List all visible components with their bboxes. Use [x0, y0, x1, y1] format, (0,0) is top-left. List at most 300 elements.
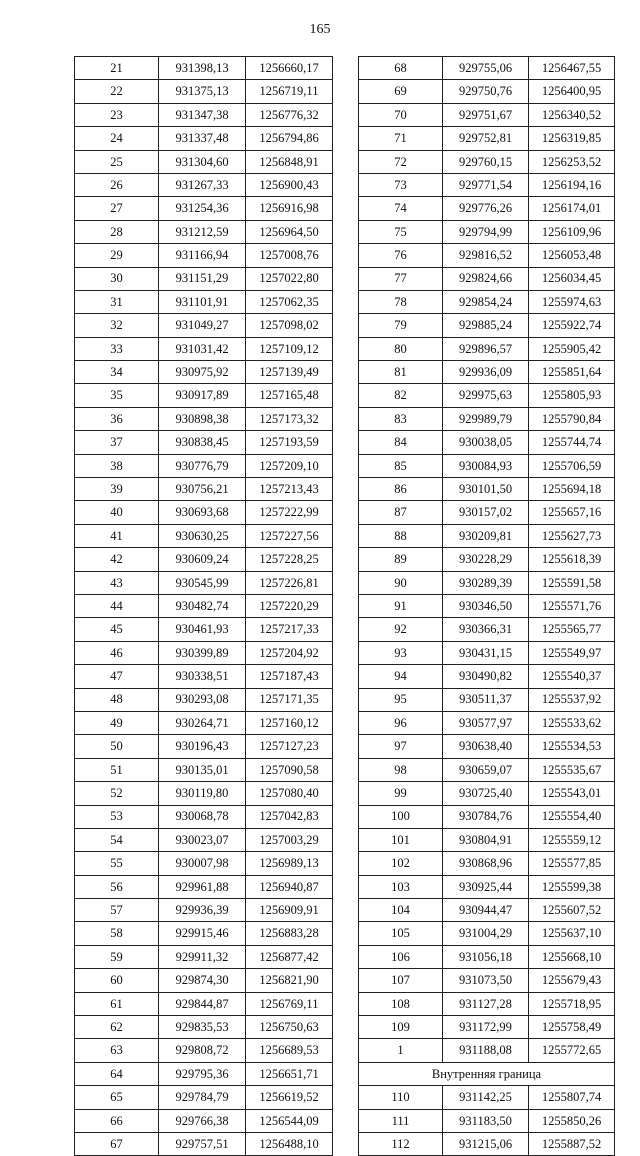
point-number-cell: 25: [75, 150, 159, 173]
x-coordinate-cell: 930084,93: [443, 454, 529, 477]
y-coordinate-cell: 1256769,11: [246, 992, 333, 1015]
table-row: [75, 618, 333, 641]
table-row: [359, 922, 615, 945]
x-coordinate-cell: 930228,29: [443, 548, 529, 571]
table-row: [75, 314, 333, 337]
table-row: [359, 57, 615, 80]
x-coordinate-cell: 931073,50: [443, 969, 529, 992]
table-row: [359, 688, 615, 711]
x-coordinate-cell: 930007,98: [159, 852, 246, 875]
y-coordinate-cell: 1255627,73: [529, 524, 615, 547]
y-coordinate-cell: 1255599,38: [529, 875, 615, 898]
point-number-cell: 61: [75, 992, 159, 1015]
point-number-cell: 73: [359, 173, 443, 196]
x-coordinate-cell: 930630,25: [159, 524, 246, 547]
y-coordinate-cell: 1257080,40: [246, 782, 333, 805]
point-number-cell: 31: [75, 290, 159, 313]
x-coordinate-cell: 930119,80: [159, 782, 246, 805]
point-number-cell: 41: [75, 524, 159, 547]
x-coordinate-cell: 931212,59: [159, 220, 246, 243]
table-row: [359, 361, 615, 384]
point-number-cell: 112: [359, 1132, 443, 1155]
point-number-cell: 21: [75, 57, 159, 80]
point-number-cell: 104: [359, 899, 443, 922]
x-coordinate-cell: 931151,29: [159, 267, 246, 290]
y-coordinate-cell: 1256651,71: [246, 1062, 333, 1085]
y-coordinate-cell: 1255577,85: [529, 852, 615, 875]
point-number-cell: 97: [359, 735, 443, 758]
point-number-cell: 72: [359, 150, 443, 173]
point-number-cell: 39: [75, 478, 159, 501]
point-number-cell: 75: [359, 220, 443, 243]
y-coordinate-cell: 1256848,91: [246, 150, 333, 173]
y-coordinate-cell: 1255565,77: [529, 618, 615, 641]
x-coordinate-cell: 930293,08: [159, 688, 246, 711]
point-number-cell: 95: [359, 688, 443, 711]
x-coordinate-cell: 929795,36: [159, 1062, 246, 1085]
table-row: [75, 969, 333, 992]
section-label: Внутренняя граница: [359, 1062, 615, 1085]
point-number-cell: 74: [359, 197, 443, 220]
table-row: [359, 197, 615, 220]
table-row: [75, 1109, 333, 1132]
table-row: [359, 454, 615, 477]
y-coordinate-cell: 1256488,10: [246, 1132, 333, 1155]
x-coordinate-cell: 930804,91: [443, 828, 529, 851]
point-number-cell: 42: [75, 548, 159, 571]
x-coordinate-cell: 929794,99: [443, 220, 529, 243]
x-coordinate-cell: 930975,92: [159, 361, 246, 384]
y-coordinate-cell: 1255637,10: [529, 922, 615, 945]
point-number-cell: 44: [75, 594, 159, 617]
y-coordinate-cell: 1255554,40: [529, 805, 615, 828]
table-row: [359, 758, 615, 781]
point-number-cell: 69: [359, 80, 443, 103]
x-coordinate-cell: 929874,30: [159, 969, 246, 992]
x-coordinate-cell: 931347,38: [159, 103, 246, 126]
y-coordinate-cell: 1256719,11: [246, 80, 333, 103]
x-coordinate-cell: 931127,28: [443, 992, 529, 1015]
table-row: [359, 524, 615, 547]
point-number-cell: 43: [75, 571, 159, 594]
point-number-cell: 77: [359, 267, 443, 290]
y-coordinate-cell: 1256689,53: [246, 1039, 333, 1062]
table-row: [359, 1039, 615, 1062]
y-coordinate-cell: 1255533,62: [529, 711, 615, 734]
x-coordinate-cell: 930609,24: [159, 548, 246, 571]
table-row: [359, 618, 615, 641]
point-number-cell: 84: [359, 431, 443, 454]
y-coordinate-cell: 1257193,59: [246, 431, 333, 454]
x-coordinate-cell: 930917,89: [159, 384, 246, 407]
y-coordinate-cell: 1255540,37: [529, 665, 615, 688]
y-coordinate-cell: 1257228,25: [246, 548, 333, 571]
x-coordinate-cell: 930925,44: [443, 875, 529, 898]
point-number-cell: 65: [75, 1086, 159, 1109]
x-coordinate-cell: 931398,13: [159, 57, 246, 80]
table-row: [75, 80, 333, 103]
table-row: [75, 103, 333, 126]
table-row: [359, 431, 615, 454]
y-coordinate-cell: 1257042,83: [246, 805, 333, 828]
x-coordinate-cell: 931267,33: [159, 173, 246, 196]
x-coordinate-cell: 931172,99: [443, 1016, 529, 1039]
table-row: [359, 384, 615, 407]
x-coordinate-cell: 930944,47: [443, 899, 529, 922]
y-coordinate-cell: 1257165,48: [246, 384, 333, 407]
point-number-cell: 33: [75, 337, 159, 360]
x-coordinate-cell: 930725,40: [443, 782, 529, 805]
table-row: [75, 431, 333, 454]
y-coordinate-cell: 1257171,35: [246, 688, 333, 711]
table-row: [75, 805, 333, 828]
x-coordinate-cell: 929771,54: [443, 173, 529, 196]
x-coordinate-cell: 929760,15: [443, 150, 529, 173]
x-coordinate-cell: 931304,60: [159, 150, 246, 173]
point-number-cell: 94: [359, 665, 443, 688]
x-coordinate-cell: 929808,72: [159, 1039, 246, 1062]
table-row: [359, 478, 615, 501]
x-coordinate-cell: 929766,38: [159, 1109, 246, 1132]
x-coordinate-cell: 930461,93: [159, 618, 246, 641]
table-row: [75, 454, 333, 477]
x-coordinate-cell: 929755,06: [443, 57, 529, 80]
table-row: [75, 244, 333, 267]
y-coordinate-cell: 1257022,80: [246, 267, 333, 290]
y-coordinate-cell: 1256660,17: [246, 57, 333, 80]
point-number-cell: 32: [75, 314, 159, 337]
y-coordinate-cell: 1257127,23: [246, 735, 333, 758]
y-coordinate-cell: 1255805,93: [529, 384, 615, 407]
table-row: [75, 665, 333, 688]
point-number-cell: 52: [75, 782, 159, 805]
y-coordinate-cell: 1257098,02: [246, 314, 333, 337]
table-row: [359, 244, 615, 267]
x-coordinate-cell: 930068,78: [159, 805, 246, 828]
x-coordinate-cell: 929936,09: [443, 361, 529, 384]
x-coordinate-cell: 930511,37: [443, 688, 529, 711]
y-coordinate-cell: 1257090,58: [246, 758, 333, 781]
y-coordinate-cell: 1255549,97: [529, 641, 615, 664]
table-row: [359, 80, 615, 103]
y-coordinate-cell: 1257226,81: [246, 571, 333, 594]
point-number-cell: 63: [75, 1039, 159, 1062]
point-number-cell: 46: [75, 641, 159, 664]
table-row: [75, 478, 333, 501]
point-number-cell: 111: [359, 1109, 443, 1132]
y-coordinate-cell: 1255905,42: [529, 337, 615, 360]
y-coordinate-cell: 1257204,92: [246, 641, 333, 664]
point-number-cell: 28: [75, 220, 159, 243]
point-number-cell: 91: [359, 594, 443, 617]
table-row: [75, 220, 333, 243]
point-number-cell: 101: [359, 828, 443, 851]
point-number-cell: 102: [359, 852, 443, 875]
y-coordinate-cell: 1256900,43: [246, 173, 333, 196]
table-row: [359, 220, 615, 243]
y-coordinate-cell: 1255657,16: [529, 501, 615, 524]
x-coordinate-cell: 930338,51: [159, 665, 246, 688]
y-coordinate-cell: 1255537,92: [529, 688, 615, 711]
x-coordinate-cell: 930838,45: [159, 431, 246, 454]
point-number-cell: 64: [75, 1062, 159, 1085]
x-coordinate-cell: 930756,21: [159, 478, 246, 501]
x-coordinate-cell: 931056,18: [443, 945, 529, 968]
x-coordinate-cell: 929915,46: [159, 922, 246, 945]
table-row: [75, 571, 333, 594]
x-coordinate-cell: 930431,15: [443, 641, 529, 664]
y-coordinate-cell: 1255790,84: [529, 407, 615, 430]
x-coordinate-cell: 929751,67: [443, 103, 529, 126]
table-row: [359, 173, 615, 196]
point-number-cell: 60: [75, 969, 159, 992]
point-number-cell: 70: [359, 103, 443, 126]
x-coordinate-cell: 931375,13: [159, 80, 246, 103]
y-coordinate-cell: 1255718,95: [529, 992, 615, 1015]
point-number-cell: 48: [75, 688, 159, 711]
point-number-cell: 62: [75, 1016, 159, 1039]
table-row: [75, 197, 333, 220]
x-coordinate-cell: 930038,05: [443, 431, 529, 454]
table-row: [75, 1132, 333, 1155]
table-row: [75, 384, 333, 407]
x-coordinate-cell: 931188,08: [443, 1039, 529, 1062]
point-number-cell: 26: [75, 173, 159, 196]
y-coordinate-cell: 1255851,64: [529, 361, 615, 384]
x-coordinate-cell: 930693,68: [159, 501, 246, 524]
point-number-cell: 51: [75, 758, 159, 781]
x-coordinate-cell: 929784,79: [159, 1086, 246, 1109]
y-coordinate-cell: 1255668,10: [529, 945, 615, 968]
y-coordinate-cell: 1256916,98: [246, 197, 333, 220]
point-number-cell: 59: [75, 945, 159, 968]
x-coordinate-cell: 929835,53: [159, 1016, 246, 1039]
point-number-cell: 96: [359, 711, 443, 734]
x-coordinate-cell: 929896,57: [443, 337, 529, 360]
table-row: [75, 150, 333, 173]
table-row: [359, 407, 615, 430]
y-coordinate-cell: 1255571,76: [529, 594, 615, 617]
y-coordinate-cell: 1255618,39: [529, 548, 615, 571]
table-row: [75, 57, 333, 80]
point-number-cell: 105: [359, 922, 443, 945]
x-coordinate-cell: 931183,50: [443, 1109, 529, 1132]
y-coordinate-cell: 1257139,49: [246, 361, 333, 384]
x-coordinate-cell: 930868,96: [443, 852, 529, 875]
point-number-cell: 100: [359, 805, 443, 828]
table-row: [359, 665, 615, 688]
table-row: [75, 782, 333, 805]
y-coordinate-cell: 1255744,74: [529, 431, 615, 454]
y-coordinate-cell: 1255887,52: [529, 1132, 615, 1155]
point-number-cell: 98: [359, 758, 443, 781]
point-number-cell: 87: [359, 501, 443, 524]
y-coordinate-cell: 1255772,65: [529, 1039, 615, 1062]
y-coordinate-cell: 1256319,85: [529, 127, 615, 150]
table-row: [359, 150, 615, 173]
point-number-cell: 24: [75, 127, 159, 150]
x-coordinate-cell: 931337,48: [159, 127, 246, 150]
point-number-cell: 90: [359, 571, 443, 594]
table-row: [359, 1086, 615, 1109]
x-coordinate-cell: 931215,06: [443, 1132, 529, 1155]
table-row: [359, 641, 615, 664]
x-coordinate-cell: 930784,76: [443, 805, 529, 828]
y-coordinate-cell: 1257217,33: [246, 618, 333, 641]
table-row: [75, 524, 333, 547]
x-coordinate-cell: 930490,82: [443, 665, 529, 688]
x-coordinate-cell: 929961,88: [159, 875, 246, 898]
y-coordinate-cell: 1256750,63: [246, 1016, 333, 1039]
table-row: [75, 875, 333, 898]
point-number-cell: 76: [359, 244, 443, 267]
point-number-cell: 109: [359, 1016, 443, 1039]
point-number-cell: 106: [359, 945, 443, 968]
table-row: [359, 571, 615, 594]
point-number-cell: 89: [359, 548, 443, 571]
table-row: [75, 922, 333, 945]
y-coordinate-cell: 1256340,52: [529, 103, 615, 126]
point-number-cell: 27: [75, 197, 159, 220]
point-number-cell: 23: [75, 103, 159, 126]
table-row: [359, 337, 615, 360]
point-number-cell: 108: [359, 992, 443, 1015]
y-coordinate-cell: 1255607,52: [529, 899, 615, 922]
x-coordinate-cell: 930135,01: [159, 758, 246, 781]
table-row: [359, 594, 615, 617]
point-number-cell: 38: [75, 454, 159, 477]
point-number-cell: 92: [359, 618, 443, 641]
y-coordinate-cell: 1256883,28: [246, 922, 333, 945]
table-row: [75, 828, 333, 851]
point-number-cell: 55: [75, 852, 159, 875]
table-row: [359, 805, 615, 828]
y-coordinate-cell: 1255679,43: [529, 969, 615, 992]
y-coordinate-cell: 1256544,09: [246, 1109, 333, 1132]
table-row: [359, 735, 615, 758]
coordinates-table-left: [74, 56, 333, 1156]
table-row: [75, 945, 333, 968]
point-number-cell: 110: [359, 1086, 443, 1109]
point-number-cell: 37: [75, 431, 159, 454]
table-row: [75, 267, 333, 290]
x-coordinate-cell: 931004,29: [443, 922, 529, 945]
table-row: [75, 290, 333, 313]
table-row: [359, 548, 615, 571]
x-coordinate-cell: 930659,07: [443, 758, 529, 781]
x-coordinate-cell: 929975,63: [443, 384, 529, 407]
point-number-cell: 35: [75, 384, 159, 407]
y-coordinate-cell: 1256034,45: [529, 267, 615, 290]
table-row: [75, 127, 333, 150]
point-number-cell: 68: [359, 57, 443, 80]
x-coordinate-cell: 930289,39: [443, 571, 529, 594]
x-coordinate-cell: 929854,24: [443, 290, 529, 313]
table-row: [359, 711, 615, 734]
table-row: [75, 361, 333, 384]
x-coordinate-cell: 930577,97: [443, 711, 529, 734]
x-coordinate-cell: 930196,43: [159, 735, 246, 758]
x-coordinate-cell: 931031,42: [159, 337, 246, 360]
x-coordinate-cell: 930366,31: [443, 618, 529, 641]
point-number-cell: 83: [359, 407, 443, 430]
table-row: [359, 945, 615, 968]
x-coordinate-cell: 929824,66: [443, 267, 529, 290]
point-number-cell: 56: [75, 875, 159, 898]
table-row: [75, 173, 333, 196]
x-coordinate-cell: 931166,94: [159, 244, 246, 267]
y-coordinate-cell: 1257227,56: [246, 524, 333, 547]
point-number-cell: 81: [359, 361, 443, 384]
table-row: [359, 828, 615, 851]
table-row: [359, 290, 615, 313]
point-number-cell: 53: [75, 805, 159, 828]
table-row: [359, 103, 615, 126]
point-number-cell: 71: [359, 127, 443, 150]
x-coordinate-cell: 929844,87: [159, 992, 246, 1015]
table-row: [75, 758, 333, 781]
y-coordinate-cell: 1256619,52: [246, 1086, 333, 1109]
point-number-cell: 57: [75, 899, 159, 922]
table-row: [75, 337, 333, 360]
point-number-cell: 86: [359, 478, 443, 501]
table-row: [359, 1016, 615, 1039]
point-number-cell: 22: [75, 80, 159, 103]
table-row: [75, 641, 333, 664]
y-coordinate-cell: 1255758,49: [529, 1016, 615, 1039]
y-coordinate-cell: 1256776,32: [246, 103, 333, 126]
table-row: [359, 875, 615, 898]
table-row: [359, 267, 615, 290]
y-coordinate-cell: 1256940,87: [246, 875, 333, 898]
y-coordinate-cell: 1255974,63: [529, 290, 615, 313]
point-number-cell: 99: [359, 782, 443, 805]
y-coordinate-cell: 1256989,13: [246, 852, 333, 875]
point-number-cell: 29: [75, 244, 159, 267]
page-number: 165: [309, 22, 331, 37]
x-coordinate-cell: 929757,51: [159, 1132, 246, 1155]
table-row: [75, 711, 333, 734]
y-coordinate-cell: 1256964,50: [246, 220, 333, 243]
x-coordinate-cell: 931142,25: [443, 1086, 529, 1109]
y-coordinate-cell: 1257062,35: [246, 290, 333, 313]
point-number-cell: 82: [359, 384, 443, 407]
table-row: [359, 1109, 615, 1132]
x-coordinate-cell: 930482,74: [159, 594, 246, 617]
x-coordinate-cell: 930157,02: [443, 501, 529, 524]
table-row: [359, 1132, 615, 1155]
point-number-cell: 88: [359, 524, 443, 547]
x-coordinate-cell: 929885,24: [443, 314, 529, 337]
point-number-cell: 66: [75, 1109, 159, 1132]
point-number-cell: 103: [359, 875, 443, 898]
y-coordinate-cell: 1257008,76: [246, 244, 333, 267]
table-row: [75, 407, 333, 430]
point-number-cell: 36: [75, 407, 159, 430]
x-coordinate-cell: 930209,81: [443, 524, 529, 547]
y-coordinate-cell: 1257109,12: [246, 337, 333, 360]
y-coordinate-cell: 1256467,55: [529, 57, 615, 80]
y-coordinate-cell: 1257003,29: [246, 828, 333, 851]
y-coordinate-cell: 1257209,10: [246, 454, 333, 477]
x-coordinate-cell: 929776,26: [443, 197, 529, 220]
point-number-cell: 49: [75, 711, 159, 734]
x-coordinate-cell: 929816,52: [443, 244, 529, 267]
y-coordinate-cell: 1256794,86: [246, 127, 333, 150]
y-coordinate-cell: 1255706,59: [529, 454, 615, 477]
table-row: [75, 1039, 333, 1062]
y-coordinate-cell: 1256400,95: [529, 80, 615, 103]
